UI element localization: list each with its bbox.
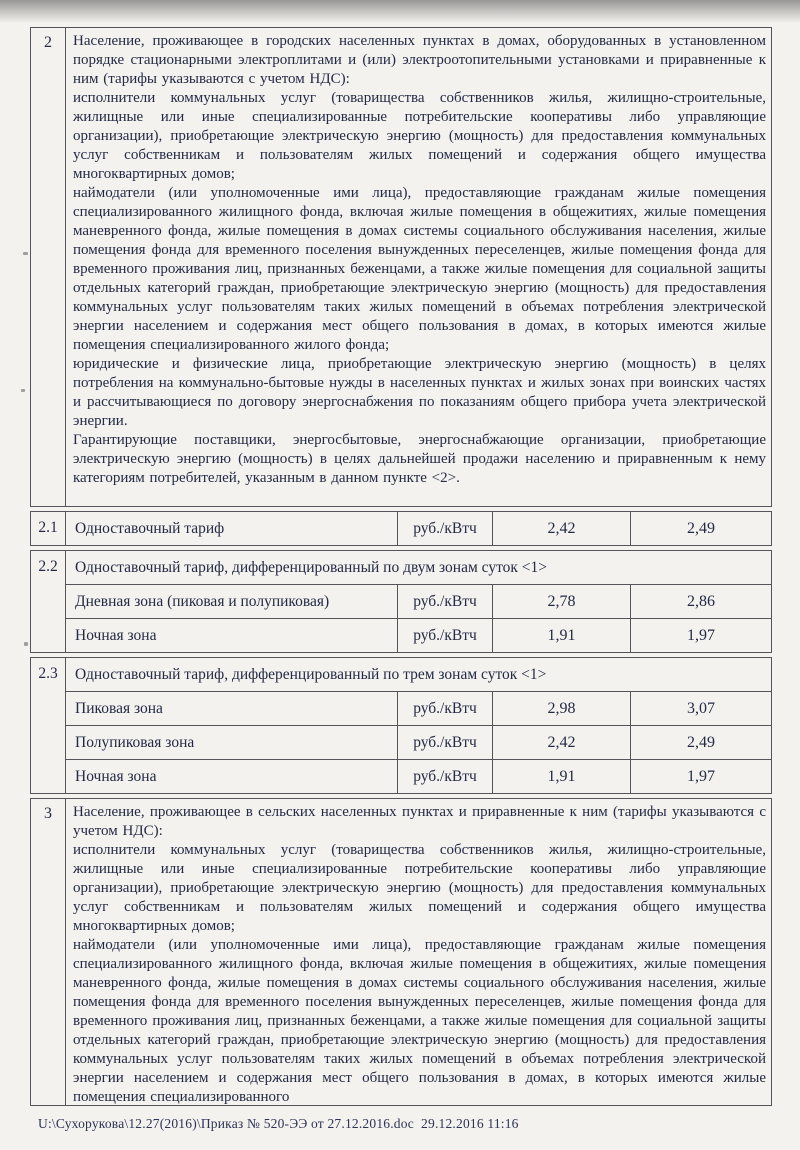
tariff-value-col1: 2,98	[493, 692, 631, 725]
tariff-group-header: Одноставочный тариф, дифференцированный по трем зонам суток <1>	[75, 665, 547, 683]
paragraph: Население, проживающее в сельских населенных пунктах и приравненные к ним (тарифы указываются с учетом НДС):	[73, 804, 766, 839]
tariff-value-col2: 1,97	[687, 767, 715, 785]
tariff-name: Полупиковая зона	[66, 726, 398, 759]
tariff-value-col2: 2,49	[687, 519, 715, 537]
tariff-row-peak-zone	[66, 691, 771, 725]
scan-artifact	[24, 642, 28, 646]
tariff-row-2-1	[30, 511, 772, 546]
paragraph: юридические и физические лица, приобретающие электрическую энергию (мощность) в целях потребления на коммунально-бытовые нужды в населенных пунктах и жилых зонах при воинских частях и рассчитывающиеся по договору энергоснабжения по показаниям общего прибора учета электрической энергии.	[73, 356, 766, 429]
tariff-value-col1: 2,42	[493, 512, 631, 545]
tariff-group-2-3	[30, 657, 772, 794]
tariff-value-col1: 2,42	[493, 726, 631, 759]
table-row-2	[30, 27, 772, 507]
paragraph: наймодатели (или уполномоченные ими лица), предоставляющие гражданам жилые помещения специализированного жилищного фонда, включая жилые помещения в общежитиях, жилые помещения маневренного фонда, жилые помещения в домах системы социального обслуживания населения, жилые помещения фонда для временного поселения вынужденных переселенцев, жилые помещения фонда для временного проживания лиц, признанных беженцами, а также жилые помещения для социальной защиты отдельных категорий граждан, приобретающие электрическую энергию (мощность) для предоставления коммунальных услуг пользователям таких жилых помещений в объемах потребления электрической энергии населением и содержания мест общего пользования в домах, в которых имеются жилые помещения специализированного жилого фонда;	[73, 185, 766, 353]
tariff-value-col2: 3,07	[687, 699, 715, 717]
tariff-row-day-zone	[66, 584, 771, 618]
row-number: 2.1	[31, 512, 66, 545]
tariff-unit: руб./кВтч	[398, 760, 493, 793]
tariff-unit: руб./кВтч	[398, 619, 493, 652]
tariff-unit: руб./кВтч	[398, 726, 493, 759]
paragraph: Население, проживающее в городских населенных пунктах в домах, оборудованных в установленном порядке стационарными электроплитами и (или) электроотопительными установками и приравненные к ним (тарифы указываются с учетом НДС):	[73, 33, 766, 87]
tariff-value-col1: 2,78	[493, 585, 631, 618]
tariff-value-col1: 1,91	[493, 760, 631, 793]
tariff-row-night-zone	[66, 759, 771, 793]
tariff-group-header: Одноставочный тариф, дифференцированный по двум зонам суток <1>	[75, 558, 548, 576]
tariff-value-col1: 1,91	[493, 619, 631, 652]
tariff-value-col2: 1,97	[687, 626, 715, 644]
tariff-name: Дневная зона (пиковая и полупиковая)	[66, 585, 398, 618]
row-3-description	[66, 799, 771, 1105]
paragraph: Гарантирующие поставщики, энергосбытовые, энергоснабжающие организации, приобретающие электрическую энергию (мощность) в целях дальнейшей продажи населению и приравненным к нему категориям потребителей, указанным в данном пункте <2>.	[73, 432, 766, 486]
scan-edge-shadow	[0, 0, 800, 26]
tariff-value-col2: 2,49	[687, 733, 715, 751]
row-number: 3	[31, 799, 66, 1105]
tariff-row-halfpeak-zone	[66, 725, 771, 759]
tariff-name: Пиковая зона	[66, 692, 398, 725]
paragraph: исполнители коммунальных услуг (товарищества собственников жилья, жилищно-строительные, жилищные или иные специализированные потребительские кооперативы либо управляющие организации), приобретающие электрическую энергию (мощность) для предоставления коммунальных услуг собственникам и пользователям жилых помещений и содержания общего имущества многоквартирных домов;	[73, 90, 766, 182]
document-page	[30, 27, 772, 1106]
tariff-group-2-2	[30, 550, 772, 653]
paragraph: исполнители коммунальных услуг (товарищества собственников жилья, жилищно-строительные, жилищные или иные специализированные потребительские кооперативы либо управляющие организации), приобретающие электрическую энергию (мощность) для предоставления коммунальных услуг собственникам и пользователям жилых помещений и содержания общего имущества многоквартирных домов;	[73, 842, 766, 934]
tariff-unit: руб./кВтч	[398, 692, 493, 725]
tariff-name: Ночная зона	[66, 619, 398, 652]
scan-artifact	[23, 252, 28, 255]
tariff-row-night-zone	[66, 618, 771, 652]
paragraph: наймодатели (или уполномоченные ими лица), предоставляющие гражданам жилые помещения специализированного жилищного фонда, включая жилые помещения в общежитиях, жилые помещения маневренного фонда, жилые помещения в домах системы социального обслуживания населения, жилые помещения фонда для временного поселения вынужденных переселенцев, жилые помещения фонда для временного проживания лиц, признанных беженцами, а также жилые помещения для социальной защиты отдельных категорий граждан, приобретающие электрическую энергию (мощность) для предоставления коммунальных услуг пользователям таких жилых помещений в объемах потребления электрической энергии населением и содержания мест общего пользования в домах, в которых имеются жилые помещения специализированного	[73, 937, 766, 1105]
row-number: 2	[31, 28, 66, 506]
tariff-name: Одноставочный тариф	[66, 512, 398, 545]
tariff-unit: руб./кВтч	[398, 512, 493, 545]
row-number: 2.3	[31, 658, 66, 793]
tariff-value-col2: 2,86	[687, 592, 715, 610]
row-number: 2.2	[31, 551, 66, 652]
row-2-description	[66, 28, 771, 506]
table-row-3	[30, 798, 772, 1106]
scan-artifact	[21, 389, 25, 392]
footer-file-path: U:\Сухорукова\12.27(2016)\Приказ № 520-ЭЭ от 27.12.2016.doc 29.12.2016 11:16	[38, 1116, 519, 1131]
tariff-name: Ночная зона	[66, 760, 398, 793]
tariff-unit: руб./кВтч	[398, 585, 493, 618]
